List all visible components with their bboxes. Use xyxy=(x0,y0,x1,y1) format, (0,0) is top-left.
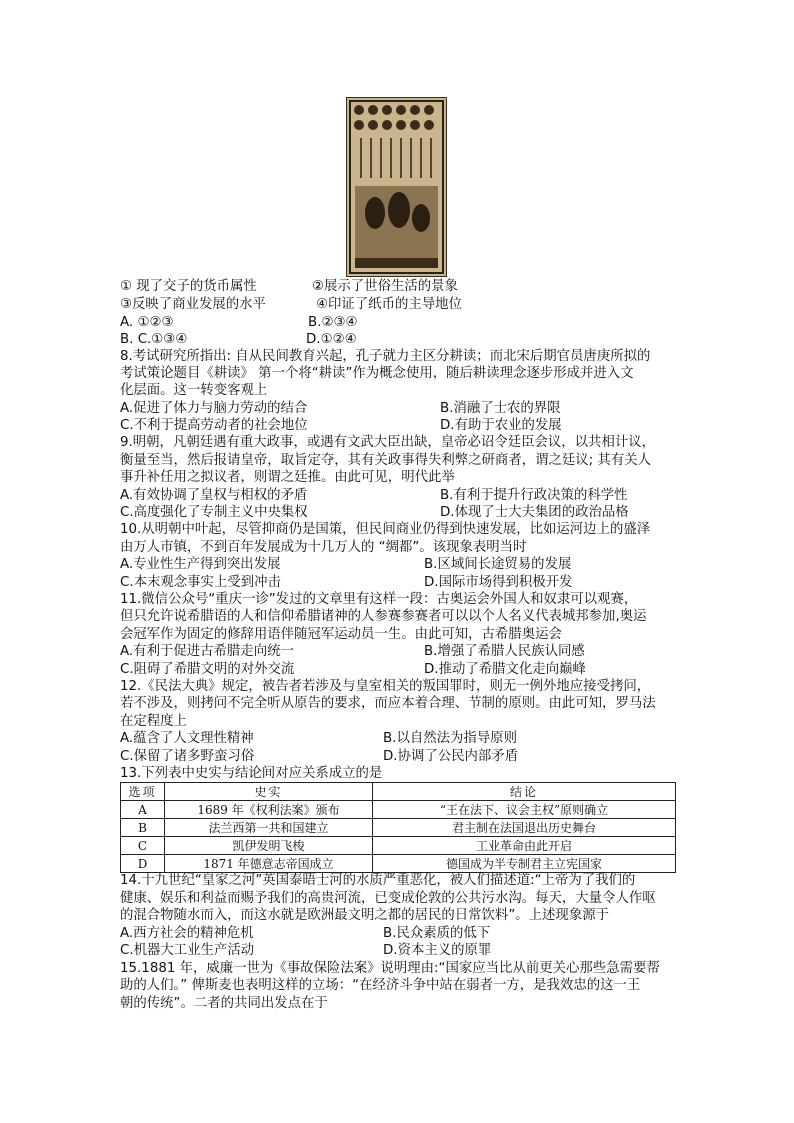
table-cell: A xyxy=(121,801,165,819)
q9-choice-d: D.体现了士大夫集团的政治品格 xyxy=(440,505,629,520)
table-header-cell: 结论 xyxy=(373,783,676,801)
q11-stem-line: 11.微信公众号“重庆一诊”发过的文章里有这样一段：古奥运会外国人和奴隶可以观赛， xyxy=(120,592,638,607)
q8-choice-b: B.消融了士农的界限 xyxy=(440,401,561,416)
q12-stem-line: 在定程度上 xyxy=(120,714,187,729)
q14-choice-d: D.资本主义的原罪 xyxy=(383,943,492,958)
table-cell: D xyxy=(121,855,165,873)
q7-choice-b: B.②③④ xyxy=(308,315,358,330)
q14-stem-line: 的混合物随水而入，而这水就是欧洲最文明之都的居民的日常饮料”。上述现象源于 xyxy=(120,908,609,923)
q11-choice-c: C.阻碍了希腊文明的对外交流 xyxy=(120,662,295,677)
table-cell: 工业革命由此开启 xyxy=(373,837,676,855)
table-cell: B xyxy=(121,819,165,837)
q8-stem-line: 化层面。这一转变客观上 xyxy=(120,383,268,398)
q7-choice-d: D.①②④ xyxy=(306,332,357,347)
q9-choice-c: C.高度强化了专制主义中央集权 xyxy=(120,505,308,520)
q12-choice-c: C.保留了诸多野蛮习俗 xyxy=(120,749,255,764)
q8-stem-line: 8.考试研究所指出: 自从民间教育兴起，孔子就力主区分耕读；而北宋后期官员唐庚所拟的 xyxy=(120,349,651,364)
table-header-cell: 选项 xyxy=(121,783,165,801)
q10-stem-line: 由万人市镇，不到百年发展成为十几万人的 “绸都”。该现象表明当时 xyxy=(120,540,527,555)
q7-option-1: ① 现了交子的货币属性 xyxy=(120,279,257,294)
q11-choice-d: D.推动了希腊文化走向巅峰 xyxy=(424,662,586,677)
table-cell: C xyxy=(121,837,165,855)
q11-choice-a: A.有利于促进古希腊走向统一 xyxy=(120,644,294,659)
table-cell: “王在法下、议会主权”原则确立 xyxy=(373,801,676,819)
q12-choice-d: D.协调了公民内部矛盾 xyxy=(383,749,519,764)
q12-stem-line: 12.《民法大典》规定，被告者若涉及与皇室相关的叛国罪时，则无一例外地应接受拷问， xyxy=(120,679,651,694)
q8-choice-a: A.促进了体力与脑力劳动的结合 xyxy=(120,401,308,416)
q14-choice-c: C.机器大工业生产活动 xyxy=(120,943,255,958)
q13-stem: 13.下列表中史实与结论间对应关系成立的是 xyxy=(120,766,383,781)
q8-choice-d: D.有助于农业的发展 xyxy=(440,418,562,433)
q15-stem-line: 助的人们。” 俾斯麦也表明这样的立场：“在经济斗争中站在弱者一方，是我效忠的这一王 xyxy=(120,978,641,993)
table-row xyxy=(121,855,676,873)
table-header-row xyxy=(121,783,676,801)
q9-choice-b: B.有利于提升行政决策的科学性 xyxy=(440,488,628,503)
q9-stem-line: 9.明朝，凡朝廷遇有重大政事，或遇有文武大臣出缺，皇帝必诏令廷臣会议，以共相计议， xyxy=(120,435,656,450)
q12-choice-a: A.蕴含了人文理性精神 xyxy=(120,731,254,746)
q7-choice-c: B. C.①③④ xyxy=(120,332,188,347)
q8-choice-c: C.不利于提高劳动者的社会地位 xyxy=(120,418,308,433)
q9-choice-a: A.有效协调了皇权与相权的矛盾 xyxy=(120,488,308,503)
table-row xyxy=(121,801,676,819)
table-cell: 君主制在法国退出历史舞台 xyxy=(373,819,676,837)
q15-stem-line: 15.1881 年，威廉一世为《事故保险法案》说明理由:“国家应当比从前更关心那些急需要帮 xyxy=(120,961,660,976)
q9-stem-line: 衡量至当，然后报请皇帝，取旨定夺，其有关政事得失利弊之研商者，谓之廷议; 其有关人 xyxy=(120,453,651,468)
q7-choice-a: A. ①②③ xyxy=(120,315,174,330)
q10-choice-b: B.区域间长途贸易的发展 xyxy=(424,557,572,572)
q14-choice-a: A.西方社会的精神危机 xyxy=(120,926,254,941)
table-cell: 法兰西第一共和国建立 xyxy=(165,819,373,837)
table-cell: 凯伊发明飞梭 xyxy=(165,837,373,855)
q7-option-2: ②展示了世俗生活的景象 xyxy=(312,279,458,294)
q10-stem-line: 10.从明朝中叶起，尽管抑商仍是国策，但民间商业仍得到快速发展，比如运河边上的盛泽 xyxy=(120,522,651,537)
table-cell: 1689 年《权利法案》颁布 xyxy=(165,801,373,819)
q11-stem-line: 但只允许说希腊语的人和信仰希腊诸神的人参赛参赛者可以以个人名义代表城邦参加,奥运 xyxy=(120,609,647,624)
jiaozi-banknote-image xyxy=(346,97,447,277)
q13-table xyxy=(120,782,676,873)
q12-stem-line: 若不涉及，则拷问不完全听从原告的要求，而应本着合理、节制的原则。由此可知，罗马法 xyxy=(120,696,656,711)
table-cell: 德国成为半专制君主立宪国家 xyxy=(373,855,676,873)
table-cell: 1871 年德意志帝国成立 xyxy=(165,855,373,873)
table-header-cell: 史实 xyxy=(165,783,373,801)
q7-option-3: ③反映了商业发展的水平 xyxy=(120,297,266,312)
table-row xyxy=(121,819,676,837)
q10-choice-c: C.本末观念事实上受到冲击 xyxy=(120,575,281,590)
q7-option-4: ④印证了纸币的主导地位 xyxy=(316,297,462,312)
q12-choice-b: B.以自然法为指导原则 xyxy=(383,731,517,746)
q14-stem-line: 健康、娱乐和利益而赐予我们的高贵河流，已变成伦敦的公共污水沟。每天，大量令人作呕 xyxy=(120,891,656,906)
q14-stem-line: 14.十九世纪“皇家之河”英国泰晤士河的水质严重恶化，被人们描述道:“上帝为了我们的 xyxy=(120,873,636,888)
q11-choice-b: B.增强了希腊人民族认同感 xyxy=(424,644,585,659)
q15-stem-line: 朝的传统”。二者的共同出发点在于 xyxy=(120,996,328,1011)
q14-choice-b: B.民众素质的低下 xyxy=(383,926,491,941)
q8-stem-line: 考试策论题目《耕读》 第一个将“耕读”作为概念使用，随后耕读理念逐步形成并进入文 xyxy=(120,366,634,381)
q10-choice-a: A.专业性生产得到突出发展 xyxy=(120,557,281,572)
table-row xyxy=(121,837,676,855)
q9-stem-line: 事升补任用之拟议者，则谓之廷推。由此可见，明代此举 xyxy=(120,470,455,485)
q10-choice-d: D.国际市场得到积极开发 xyxy=(424,575,573,590)
q11-stem-line: 会冠军作为固定的修辞用语伴随冠军运动员一生。由此可知，古希腊奥运会 xyxy=(120,627,562,642)
